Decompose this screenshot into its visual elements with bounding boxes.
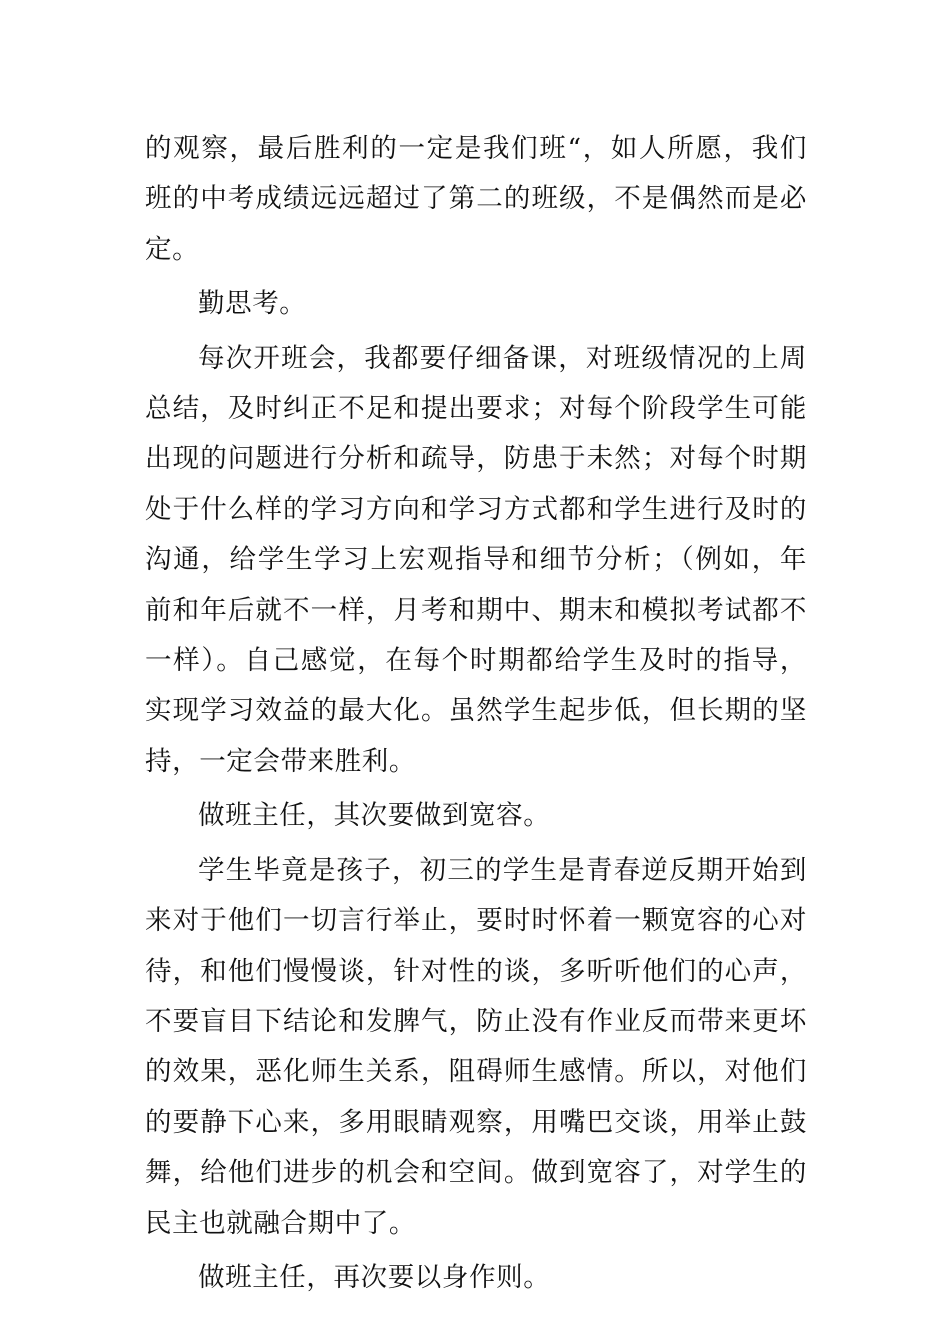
paragraph-heading-tolerance: 做班主任，其次要做到宽容。	[198, 800, 551, 832]
paragraph-heading-example: 做班主任，再次要以身作则。	[198, 1261, 551, 1293]
paragraph-tolerance: 学生毕竟是孩子，初三的学生是青春逆反期开始到来对于他们一切言行举止，要时时怀着一颗宽容的心对待，和他们慢慢谈，针对性的谈，多听听他们的心声，不要盲目下结论和发脾气，防止没有作业反而带来更坏的效果，恶化师生关系，阻碍师生感情。所以，对他们的要静下心来，多用眼睛观察，用嘴巴交谈，用举止鼓舞，给他们进步的机会和空间。做到宽容了，对学生的民主也就融合期中了。	[145, 854, 807, 1239]
paragraph-heading-think: 勤思考。	[198, 288, 307, 320]
paragraph-class-meeting: 每次开班会，我都要仔细备课，对班级情况的上周总结，及时纠正不足和提出要求；对每个阶段学生可能出现的问题进行分析和疏导，防患于未然；对每个时期处于什么样的学习方向和学习方式都和学生进行及时的沟通，给学生学习上宏观指导和细节分析；（例如，年前和年后就不一样，月考和期中、期末和模拟考试都不一样）。自己感觉，在每个时期都给学生及时的指导，实现学习效益的最大化。虽然学生起步低，但长期的坚持，一定会带来胜利。	[145, 342, 807, 777]
paragraph-continuation: 的观察，最后胜利的一定是我们班“，如人所愿，我们班的中考成绩远远超过了第二的班级，不是偶然而是必定。	[145, 133, 807, 265]
document-body	[145, 124, 807, 1307]
